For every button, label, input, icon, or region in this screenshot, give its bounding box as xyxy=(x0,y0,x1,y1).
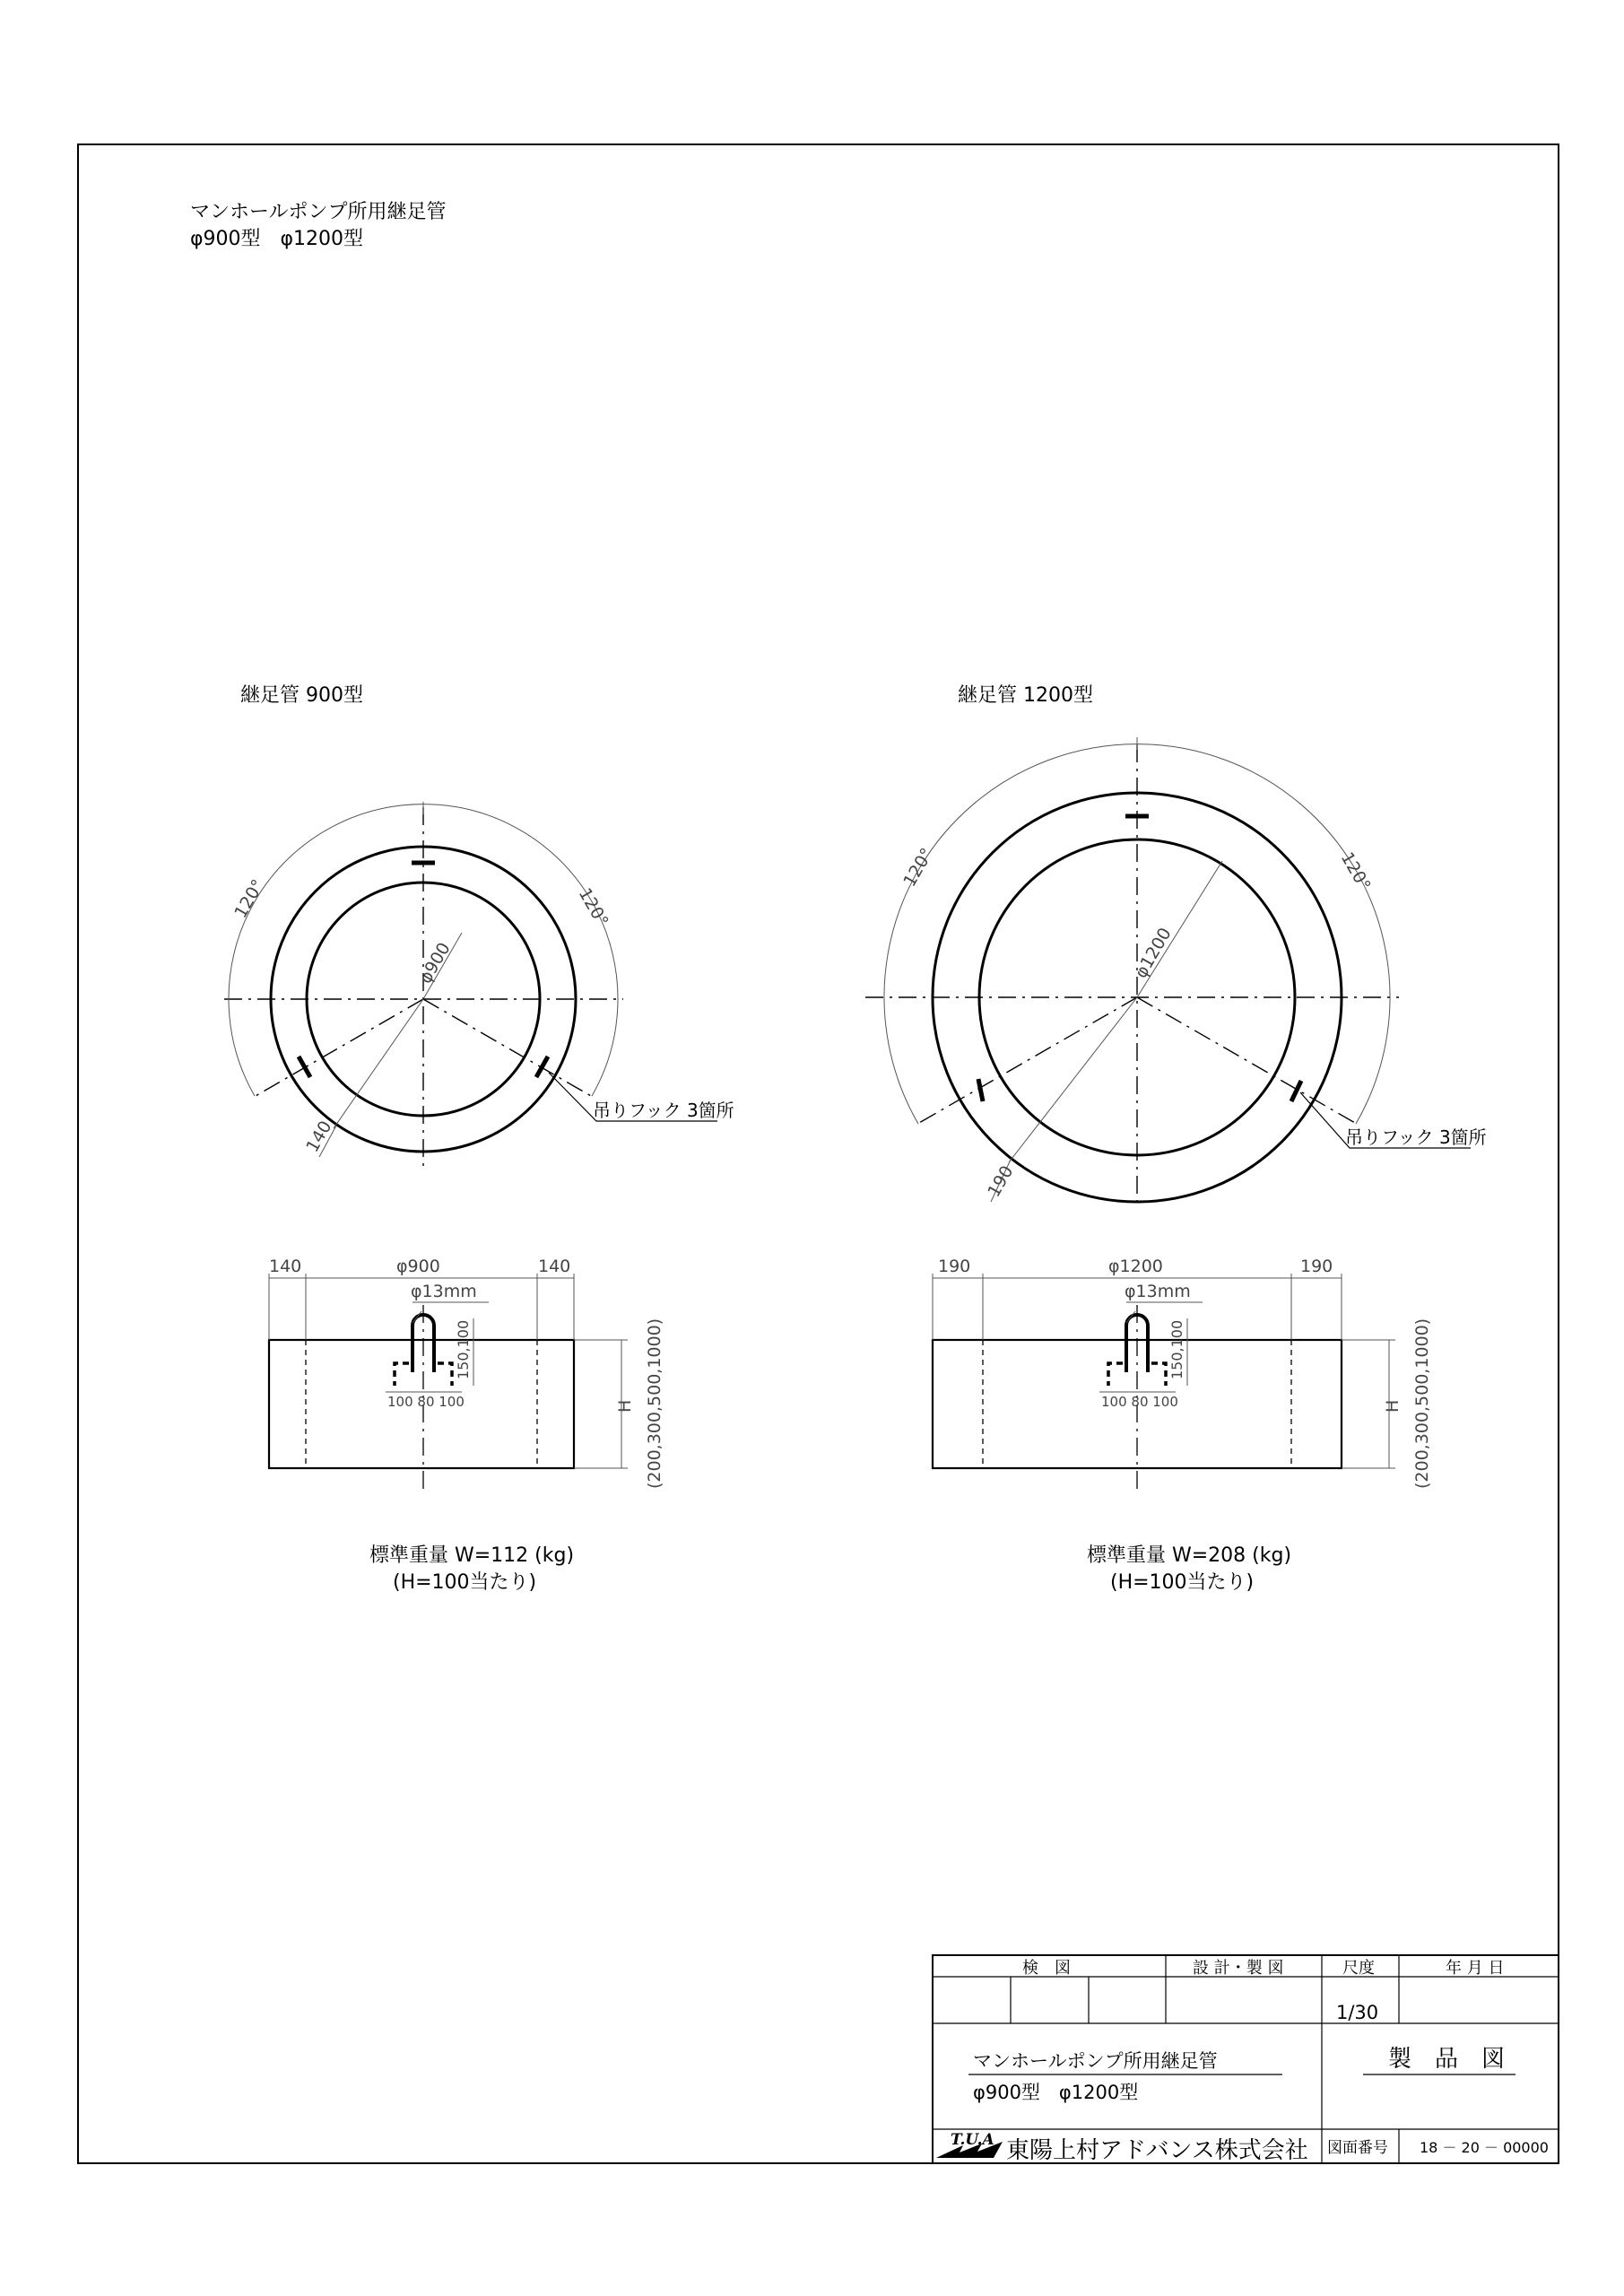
dim-mid-900: φ900 xyxy=(396,1257,440,1276)
view-title-1200: 継足管 1200型 xyxy=(958,684,1093,707)
drawing-title-line2: φ900型 φ1200型 xyxy=(190,228,364,250)
h-values-900: (200,300,500,1000) xyxy=(645,1318,664,1489)
tb-product-line1: マンホールポンプ所用継足管 xyxy=(973,2050,1218,2072)
tb-number-label: 図面番号 xyxy=(1327,2139,1388,2157)
dim-left-1200: 190 xyxy=(938,1257,971,1276)
hook-note-1200: 吊りフック 3箇所 xyxy=(1345,1126,1487,1148)
angle-arc-1200 xyxy=(884,744,1390,1124)
h-values-1200: (200,300,500,1000) xyxy=(1412,1318,1432,1489)
weight-900: 標準重量 W=112 (kg) xyxy=(369,1544,575,1567)
hook-note-900: 吊りフック 3箇所 xyxy=(593,1100,734,1121)
view-title-900: 継足管 900型 xyxy=(240,684,363,707)
tb-inspect: 検 図 xyxy=(1022,1959,1071,1978)
hook-dim-1200: 150,100 xyxy=(1168,1319,1185,1379)
side-view-900 xyxy=(269,1257,664,1489)
dim-left-900: 140 xyxy=(269,1257,302,1276)
tb-product-line2: φ900型 φ1200型 xyxy=(973,2082,1139,2103)
hook-left-900 xyxy=(299,1057,310,1077)
weight-1200: 標準重量 W=208 (kg) xyxy=(1087,1544,1292,1567)
tb-scale-label: 尺度 xyxy=(1342,1959,1375,1978)
hook-left-1200 xyxy=(978,1079,983,1101)
wall-label-900: 140 xyxy=(302,1118,336,1156)
angle-left-label-1200: 120° xyxy=(899,844,938,891)
weight-note-1200: (H=100当たり) xyxy=(1110,1571,1255,1594)
diameter-label-1200: φ1200 xyxy=(1131,924,1176,982)
tb-drawing-type: 製 品 図 xyxy=(1388,2046,1506,2073)
wall-label-1200: 190 xyxy=(984,1162,1018,1201)
dim-right-1200: 190 xyxy=(1300,1257,1333,1276)
rod-dia-1200: φ13mm xyxy=(1125,1282,1191,1301)
base-dim-900: 100 80 100 xyxy=(387,1394,465,1410)
diameter-label-900: φ900 xyxy=(415,939,455,987)
angle-right-label-900: 120° xyxy=(574,884,612,931)
angle-left-label-900: 120° xyxy=(230,875,269,922)
plan-view-1200 xyxy=(865,737,1487,1202)
hook-right-1200 xyxy=(1291,1081,1301,1101)
h-label-1200: H xyxy=(1383,1399,1403,1413)
sheet-border xyxy=(78,144,1559,2163)
base-dim-1200: 100 80 100 xyxy=(1101,1394,1178,1410)
hook-dim-900: 150,100 xyxy=(455,1319,472,1379)
side-view-1200 xyxy=(933,1257,1432,1489)
tb-design: 設 計・製 図 xyxy=(1193,1959,1284,1978)
tb-scale: 1/30 xyxy=(1336,2002,1379,2023)
dim-mid-1200: φ1200 xyxy=(1108,1257,1163,1276)
drawing-title-line1: マンホールポンプ所用継足管 xyxy=(190,201,447,223)
title-block xyxy=(933,1955,1559,2164)
company-name: 東陽上村アドバンス株式会社 xyxy=(1006,2137,1308,2164)
company-logo-text: T.U.A xyxy=(951,2131,994,2149)
tb-date-label: 年 月 日 xyxy=(1446,1959,1505,1978)
plan-view-900 xyxy=(224,802,734,1166)
tb-number: 18 － 20 － 00000 xyxy=(1420,2139,1549,2156)
dim-right-900: 140 xyxy=(538,1257,571,1276)
h-label-900: H xyxy=(615,1399,635,1413)
hook-right-900 xyxy=(536,1057,548,1077)
weight-note-900: (H=100当たり) xyxy=(393,1571,537,1594)
rod-dia-900: φ13mm xyxy=(411,1282,477,1301)
angle-right-label-1200: 120° xyxy=(1336,848,1375,895)
